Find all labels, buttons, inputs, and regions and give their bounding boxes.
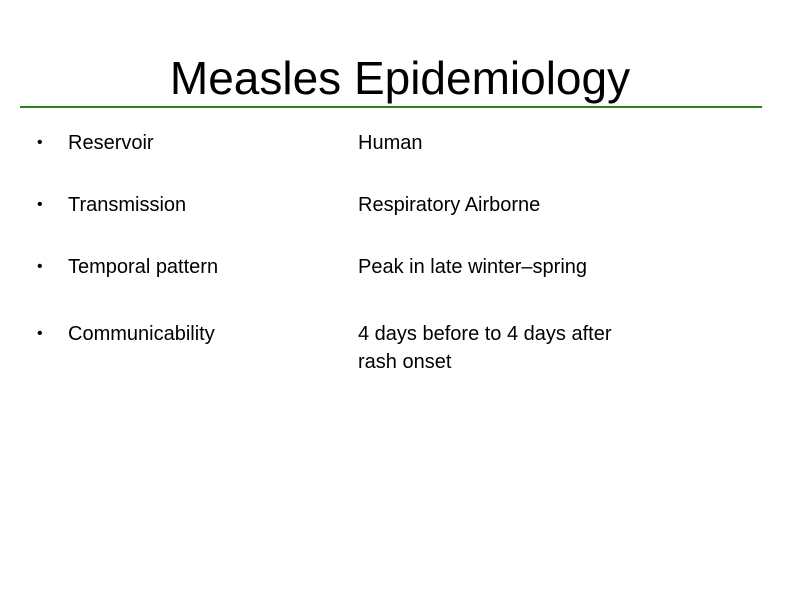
term-label: Transmission xyxy=(68,194,187,216)
term-label: Communicability xyxy=(68,323,215,345)
term-label: Temporal pattern xyxy=(68,256,219,278)
term-value: Respiratory Airborne xyxy=(358,194,541,216)
term-label: Reservoir xyxy=(68,132,154,154)
bullet-icon: • xyxy=(37,134,43,151)
bullet-icon: • xyxy=(37,325,43,342)
term-value: Human xyxy=(358,132,423,154)
term-value: Peak in late winter–spring xyxy=(358,256,588,278)
bullet-icon: • xyxy=(37,258,43,275)
term-value: 4 days before to 4 days after rash onset xyxy=(358,323,612,373)
slide-title: Measles Epidemiology xyxy=(169,52,631,104)
bullet-icon: • xyxy=(37,196,43,213)
